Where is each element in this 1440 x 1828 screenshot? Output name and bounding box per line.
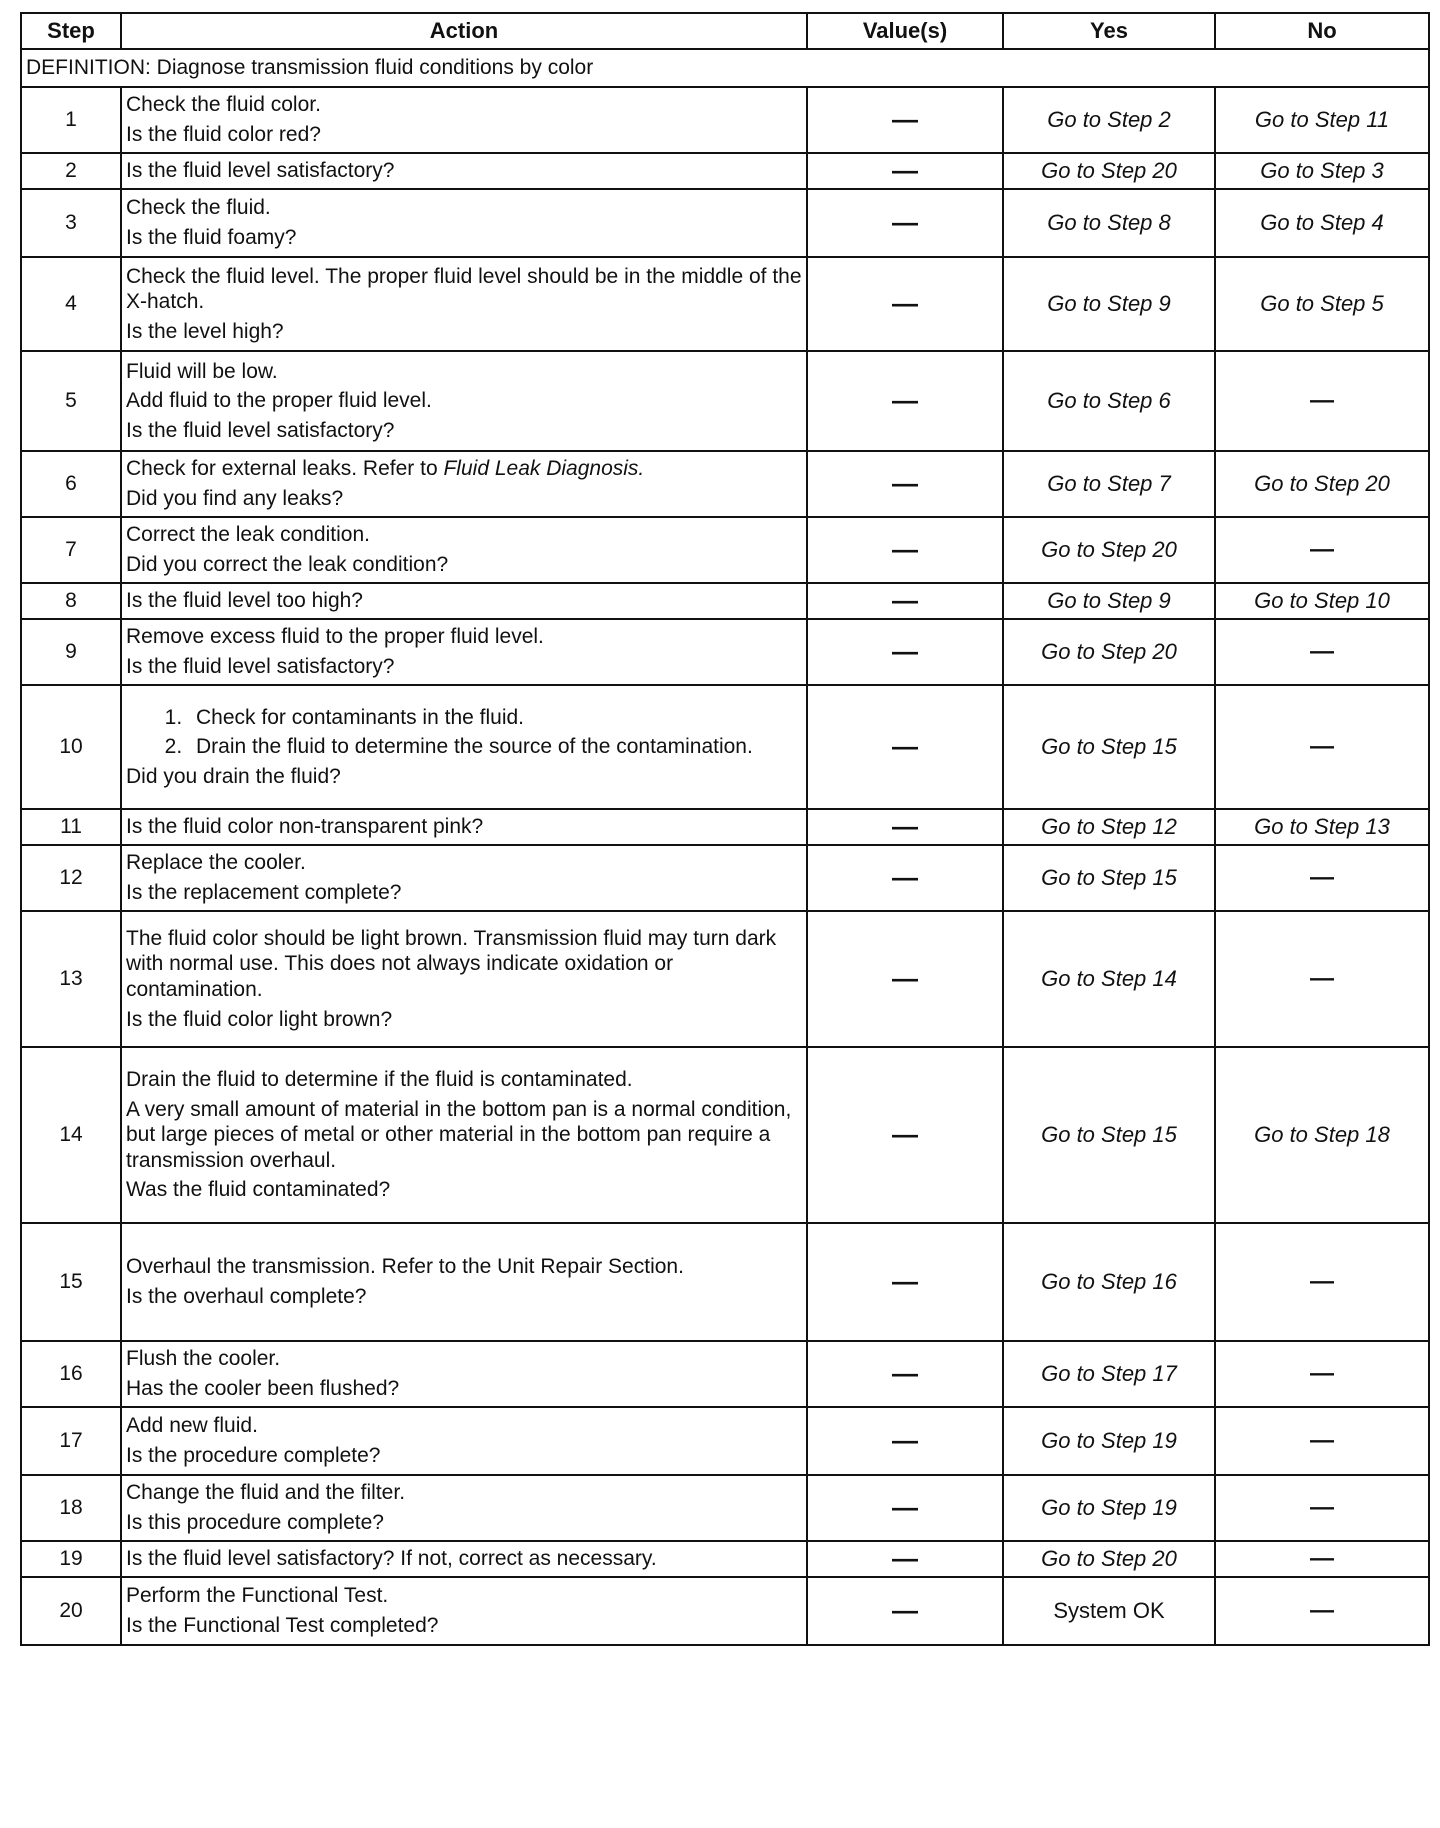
yes-cell: Go to Step 15 <box>1003 845 1215 911</box>
action-question: Did you correct the leak condition? <box>126 553 449 576</box>
yes-cell: Go to Step 20 <box>1003 153 1215 189</box>
value-cell: — <box>807 517 1003 583</box>
yes-cell: Go to Step 7 <box>1003 451 1215 517</box>
value-cell: — <box>807 1577 1003 1645</box>
step-number: 3 <box>21 189 121 257</box>
action-question: Is this procedure complete? <box>126 1511 384 1534</box>
table-row <box>21 1541 1429 1577</box>
action-line: A very small amount of material in the bottom pan is a normal condition, but large pieces of metal or other material in the bottom pan require a transmission overhaul. <box>126 1097 792 1172</box>
step-number: 19 <box>21 1541 121 1577</box>
diagnostic-table <box>20 12 1430 1646</box>
no-cell: — <box>1215 1475 1429 1541</box>
action-text: Check for external leaks. Refer to <box>126 457 444 481</box>
step-number: 2 <box>21 153 121 189</box>
value-cell: — <box>807 845 1003 911</box>
action-line: Check the fluid. <box>126 196 271 220</box>
step-number: 16 <box>21 1341 121 1407</box>
action-line: Replace the cooler. <box>126 851 306 875</box>
action-question: Did you find any leaks? <box>126 487 344 510</box>
step-number: 20 <box>21 1577 121 1645</box>
action-question: Is the level high? <box>126 319 284 343</box>
table-row <box>21 257 1429 351</box>
yes-cell: Go to Step 15 <box>1003 1047 1215 1223</box>
action-cell <box>121 809 807 845</box>
header-values: Value(s) <box>807 13 1003 49</box>
action-question: Did you drain the fluid? <box>126 764 341 788</box>
step-number: 8 <box>21 583 121 619</box>
action-question: Is the fluid level satisfactory? <box>126 159 395 183</box>
table-row <box>21 583 1429 619</box>
no-cell: Go to Step 4 <box>1215 189 1429 257</box>
value-cell: — <box>807 583 1003 619</box>
action-question: Is the Functional Test completed? <box>126 1614 439 1637</box>
table-row <box>21 1407 1429 1475</box>
header-row <box>21 13 1429 49</box>
no-cell: Go to Step 20 <box>1215 451 1429 517</box>
value-cell: — <box>807 1475 1003 1541</box>
no-cell: — <box>1215 1223 1429 1341</box>
action-question: Is the replacement complete? <box>126 881 402 904</box>
action-cell <box>121 351 807 451</box>
no-cell: Go to Step 11 <box>1215 87 1429 153</box>
action-line: The fluid color should be light brown. Transmission fluid may turn dark with normal use. This does not always indicate oxidation or contamination. <box>126 926 777 1001</box>
no-cell: — <box>1215 619 1429 685</box>
yes-cell: Go to Step 9 <box>1003 583 1215 619</box>
header-no: No <box>1215 13 1429 49</box>
value-cell: — <box>807 685 1003 809</box>
step-number: 5 <box>21 351 121 451</box>
action-question: Is the fluid foamy? <box>126 226 297 249</box>
action-line: Correct the leak condition. <box>126 523 370 547</box>
reference-link[interactable]: Fluid Leak Diagnosis. <box>443 457 645 481</box>
action-cell <box>121 517 807 583</box>
yes-cell: Go to Step 14 <box>1003 911 1215 1047</box>
step-number: 11 <box>21 809 121 845</box>
action-cell <box>121 1577 807 1645</box>
action-question: Was the fluid contaminated? <box>126 1178 391 1202</box>
yes-cell: Go to Step 20 <box>1003 619 1215 685</box>
step-number: 18 <box>21 1475 121 1541</box>
table-row <box>21 1223 1429 1341</box>
table-row <box>21 189 1429 257</box>
substep-item: 1. Check for contaminants in the fluid. <box>188 703 802 733</box>
action-cell <box>121 911 807 1047</box>
header-step: Step <box>21 13 121 49</box>
table-row <box>21 1047 1429 1223</box>
yes-cell: Go to Step 8 <box>1003 189 1215 257</box>
action-line: Add fluid to the proper fluid level. <box>126 389 432 413</box>
no-cell: Go to Step 18 <box>1215 1047 1429 1223</box>
no-cell: — <box>1215 845 1429 911</box>
value-cell: — <box>807 257 1003 351</box>
action-cell <box>121 87 807 153</box>
action-cell <box>121 685 807 809</box>
action-cell <box>121 1541 807 1577</box>
no-cell: Go to Step 3 <box>1215 153 1429 189</box>
yes-cell: Go to Step 9 <box>1003 257 1215 351</box>
table-row <box>21 87 1429 153</box>
action-line: Change the fluid and the filter. <box>126 1481 406 1505</box>
step-number: 15 <box>21 1223 121 1341</box>
value-cell: — <box>807 911 1003 1047</box>
step-number: 6 <box>21 451 121 517</box>
yes-cell: Go to Step 16 <box>1003 1223 1215 1341</box>
action-cell <box>121 153 807 189</box>
no-cell: — <box>1215 517 1429 583</box>
no-cell: — <box>1215 1541 1429 1577</box>
no-cell: — <box>1215 1407 1429 1475</box>
yes-cell: Go to Step 12 <box>1003 809 1215 845</box>
step-number: 14 <box>21 1047 121 1223</box>
action-line: Perform the Functional Test. <box>126 1584 389 1608</box>
table-row <box>21 153 1429 189</box>
no-cell: Go to Step 5 <box>1215 257 1429 351</box>
table-row <box>21 1577 1429 1645</box>
action-question: Is the fluid level too high? <box>126 589 363 613</box>
action-question: Is the fluid level satisfactory? <box>126 418 395 442</box>
value-cell: — <box>807 1541 1003 1577</box>
step-number: 1 <box>21 87 121 153</box>
no-cell: — <box>1215 351 1429 451</box>
action-cell <box>121 845 807 911</box>
step-number: 13 <box>21 911 121 1047</box>
yes-cell: Go to Step 2 <box>1003 87 1215 153</box>
action-cell <box>121 1407 807 1475</box>
yes-cell: Go to Step 17 <box>1003 1341 1215 1407</box>
action-question: Has the cooler been flushed? <box>126 1377 400 1400</box>
value-cell: — <box>807 87 1003 153</box>
table-row <box>21 451 1429 517</box>
value-cell: — <box>807 1341 1003 1407</box>
yes-cell: Go to Step 6 <box>1003 351 1215 451</box>
value-cell: — <box>807 1047 1003 1223</box>
definition-text: DEFINITION: Diagnose transmission fluid conditions by color <box>21 49 1429 87</box>
value-cell: — <box>807 619 1003 685</box>
table-row <box>21 845 1429 911</box>
action-cell <box>121 451 807 517</box>
action-line: Add new fluid. <box>126 1414 258 1438</box>
step-number: 7 <box>21 517 121 583</box>
action-question: Is the overhaul complete? <box>126 1285 367 1308</box>
value-cell: — <box>807 351 1003 451</box>
table-row <box>21 517 1429 583</box>
action-substeps <box>126 703 802 762</box>
no-cell: — <box>1215 911 1429 1047</box>
no-cell: — <box>1215 1341 1429 1407</box>
value-cell: — <box>807 1407 1003 1475</box>
action-question: Is the fluid color light brown? <box>126 1007 393 1031</box>
action-line: Fluid will be low. <box>126 359 278 383</box>
definition-row <box>21 49 1429 87</box>
action-line: Check the fluid color. <box>126 93 321 117</box>
action-cell <box>121 1223 807 1341</box>
no-cell: Go to Step 13 <box>1215 809 1429 845</box>
action-cell <box>121 1475 807 1541</box>
no-cell: — <box>1215 1577 1429 1645</box>
table-row <box>21 1475 1429 1541</box>
value-cell: — <box>807 153 1003 189</box>
table-row <box>21 1341 1429 1407</box>
no-cell: Go to Step 10 <box>1215 583 1429 619</box>
table-row <box>21 351 1429 451</box>
substep-item: 2. Drain the fluid to determine the source of the contamination. <box>188 732 802 762</box>
action-line: Remove excess fluid to the proper fluid level. <box>126 625 544 649</box>
action-line <box>126 454 802 484</box>
step-number: 10 <box>21 685 121 809</box>
step-number: 4 <box>21 257 121 351</box>
action-line: Check the fluid level. The proper fluid level should be in the middle of the X-hatch. <box>126 264 802 314</box>
value-cell: — <box>807 451 1003 517</box>
header-action: Action <box>121 13 807 49</box>
action-line: Flush the cooler. <box>126 1347 281 1371</box>
action-cell <box>121 583 807 619</box>
yes-cell: Go to Step 20 <box>1003 517 1215 583</box>
action-question: Is the fluid color red? <box>126 123 321 146</box>
action-cell <box>121 1047 807 1223</box>
yes-cell: Go to Step 20 <box>1003 1541 1215 1577</box>
yes-cell: Go to Step 19 <box>1003 1407 1215 1475</box>
value-cell: — <box>807 189 1003 257</box>
step-number: 12 <box>21 845 121 911</box>
action-question: Is the fluid level satisfactory? If not, correct as necessary. <box>126 1547 657 1571</box>
action-line: Drain the fluid to determine if the fluid is contaminated. <box>126 1067 633 1091</box>
yes-cell: Go to Step 19 <box>1003 1475 1215 1541</box>
yes-cell: Go to Step 15 <box>1003 685 1215 809</box>
action-line: Overhaul the transmission. Refer to the Unit Repair Section. <box>126 1255 684 1279</box>
step-number: 17 <box>21 1407 121 1475</box>
table-row <box>21 619 1429 685</box>
value-cell: — <box>807 1223 1003 1341</box>
table-row <box>21 685 1429 809</box>
action-question: Is the fluid color non-transparent pink? <box>126 815 484 839</box>
step-number: 9 <box>21 619 121 685</box>
action-cell <box>121 1341 807 1407</box>
action-question: Is the fluid level satisfactory? <box>126 655 395 678</box>
table-row <box>21 809 1429 845</box>
action-cell <box>121 257 807 351</box>
header-yes: Yes <box>1003 13 1215 49</box>
action-question: Is the procedure complete? <box>126 1444 381 1467</box>
action-cell <box>121 619 807 685</box>
value-cell: — <box>807 809 1003 845</box>
table-row <box>21 911 1429 1047</box>
yes-cell: System OK <box>1003 1577 1215 1645</box>
no-cell: — <box>1215 685 1429 809</box>
action-cell <box>121 189 807 257</box>
